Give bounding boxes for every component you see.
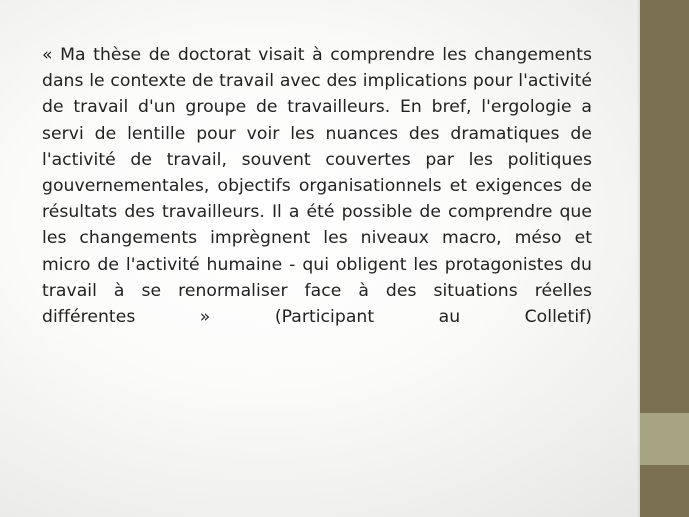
decorative-sidebar (640, 0, 689, 517)
sidebar-band-accent (640, 413, 689, 465)
sidebar-band-top (640, 0, 689, 413)
quote-text: « Ma thèse de doctorat visait à comprendre les changements dans le contexte de travail avec des implications pour l'activité de travail d'un groupe de travailleurs. En bref, l'ergologie a servi de lentille pour voir les nuances des dramatiques de l'activité de travail, souvent couvertes par les politiques gouvernementales, objectifs organisationnels et exigences de résultats des travailleurs. Il a été possible de comprendre que les changements imprègnent les niveaux macro, méso et micro de l'activité humaine - qui obligent les protagonistes du travail à se renormaliser face à des situations réelles différentes » (Participant au Colletif) (42, 45, 592, 328)
sidebar-band-bottom (640, 465, 689, 517)
